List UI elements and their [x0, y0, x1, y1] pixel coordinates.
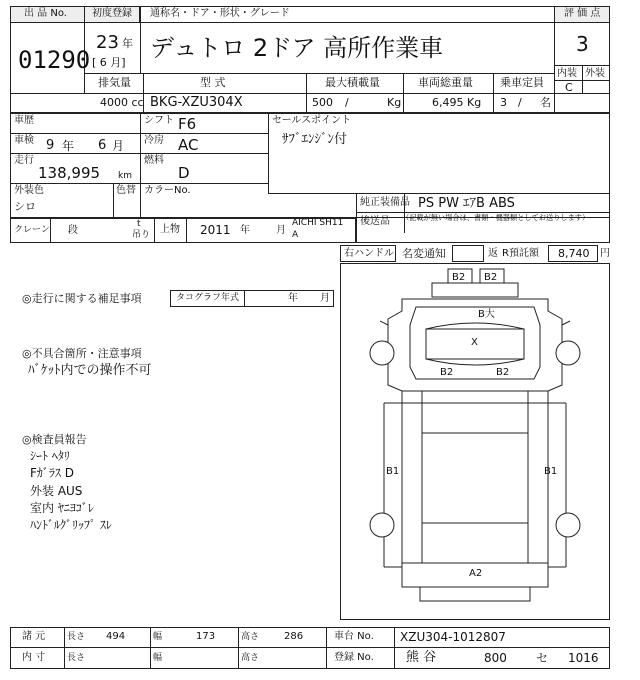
inspection-label: 車検 — [14, 135, 34, 146]
mileage-value: 138,995 — [38, 164, 101, 182]
length-label: 長さ — [67, 632, 86, 642]
height-value: 286 — [284, 631, 304, 642]
defect-title: ◎不具合箇所・注意事項 — [22, 347, 142, 360]
lot-label: 出 品 No. — [24, 8, 67, 19]
mark-b2-right: B2 — [496, 367, 510, 378]
exterior-label: 外装 — [585, 68, 605, 79]
payload-label: 最大積載量 — [325, 76, 380, 89]
mark-b2-left: B2 — [440, 367, 454, 378]
width-label: 幅 — [153, 632, 163, 642]
top-year: 2011 — [200, 223, 231, 237]
front-right-wheel — [556, 341, 580, 365]
mileage-unit: km — [118, 171, 132, 181]
sales-point-label: セールスポイント — [272, 115, 352, 126]
equipment-label: 純正装備品 — [360, 197, 410, 208]
inspection-month-unit: 月 — [112, 139, 125, 153]
mark-b2-bumper-right: B2 — [484, 272, 498, 283]
top-model-suffix: A — [292, 230, 299, 240]
tachograph-label: タコグラフ年式 — [176, 293, 240, 303]
inspector-line: Fｶﾞﾗｽ D — [30, 466, 74, 480]
mileage-label: 走行 — [14, 155, 34, 166]
first-reg-month: [ 6 月] — [92, 56, 126, 69]
registration-class: 800 — [484, 651, 507, 665]
inner-width-label: 幅 — [153, 653, 163, 663]
model-label: 型 式 — [200, 76, 226, 89]
equipment-value: PS PW ｴｱB ABS — [418, 196, 515, 211]
top-month-unit: 月 — [276, 225, 286, 236]
aftermarket-label: 後送品 — [360, 216, 390, 227]
shift-label: シフト — [144, 115, 174, 126]
first-reg-year-unit: 年 — [122, 37, 133, 50]
crane-ton-unit: t — [137, 219, 141, 229]
registration-kana: セ — [536, 651, 549, 665]
gross-weight-value: 6,495 Kg — [432, 96, 482, 109]
capacity-label: 乗車定員 — [500, 76, 544, 89]
model-value: BKG-XZU304X — [150, 95, 243, 110]
top-label: 上物 — [160, 224, 180, 235]
first-reg-label: 初度登録 — [92, 8, 132, 19]
top-maker: AICHI SH11 — [292, 218, 344, 228]
registration-number: 1016 — [568, 651, 599, 665]
capacity-sep: / — [518, 96, 522, 109]
first-reg-year: 23 — [96, 32, 119, 53]
car-name: デュトロ 2ドア 高所作業車 — [150, 34, 444, 62]
inspector-line: ﾊﾝﾄﾞﾙｸﾞﾘｯﾌﾟ ｽﾚ — [30, 518, 112, 532]
mark-b1-left: B1 — [386, 466, 400, 477]
shift-value: F6 — [178, 115, 197, 133]
inspection-year: 9 — [46, 138, 55, 153]
displacement-value: 4000 cc — [100, 96, 144, 109]
payload-sep: / — [345, 96, 349, 109]
mark-b2-bumper-left: B2 — [452, 272, 466, 283]
gross-weight-label: 車両総重量 — [418, 76, 473, 89]
regular-deposit-label: R預託額 — [502, 248, 539, 259]
inspection-month: 6 — [98, 138, 107, 153]
inspector-line: 室内 ﾔﾆﾖｺﾞﾚ — [30, 501, 94, 515]
tachograph-year-unit: 年 — [288, 293, 298, 304]
fuel-value: D — [178, 164, 190, 182]
color-change-label: 色替 — [116, 185, 136, 196]
inspector-line: 外装 AUS — [30, 484, 83, 498]
front-bumper — [432, 283, 518, 297]
inner-length-label: 長さ — [67, 653, 86, 663]
interior-grade: C — [565, 81, 573, 94]
color-code-label: カラーNo. — [144, 185, 191, 196]
driving-notes-title: ◎走行に関する補足事項 — [22, 292, 142, 305]
rear-left-wheel — [370, 513, 394, 537]
inspector-title: ◎検査員報告 — [22, 433, 87, 446]
displacement-label: 排気量 — [98, 76, 131, 89]
score-label: 評 価 点 — [564, 8, 601, 19]
name-change-label: 名変通知 — [402, 247, 446, 260]
sales-point-value: ｻﾌﾞｴﾝｼﾞﾝ付 — [282, 132, 348, 147]
defect-line: ﾊﾞｹｯﾄ内での操作不可 — [28, 363, 152, 378]
tachograph-month-unit: 月 — [320, 293, 330, 304]
mark-b-large: B大 — [478, 309, 495, 320]
fuel-label: 燃料 — [144, 155, 164, 166]
mark-a2-rear: A2 — [469, 568, 483, 579]
color-value: シロ — [14, 200, 36, 213]
payload-unit: Kg — [387, 96, 402, 109]
score-value: 3 — [576, 32, 589, 56]
truck-diagram — [340, 263, 610, 620]
deposit-value: 8,740 — [558, 247, 590, 260]
crane-label: クレーン — [14, 225, 50, 235]
odometer-label: 返 — [488, 248, 498, 259]
payload-value: 500 — [312, 96, 333, 109]
top-year-unit: 年 — [240, 225, 250, 236]
mark-b1-right: B1 — [544, 466, 558, 477]
capacity-value: 3 — [500, 96, 507, 109]
inner-size-label: 内 寸 — [22, 652, 46, 663]
cargo-body — [402, 391, 548, 587]
inspection-year-unit: 年 — [62, 139, 75, 153]
registration-area: 熊 谷 — [406, 650, 437, 665]
inspector-line: ｼｰﾄ ﾍﾀﾘ — [30, 449, 70, 463]
ac-value: AC — [178, 136, 199, 154]
width-value: 173 — [196, 631, 216, 642]
ac-label: 冷房 — [144, 135, 164, 146]
color-label: 外装色 — [14, 185, 44, 196]
spec-label: 諸 元 — [22, 631, 46, 642]
rear-right-wheel — [556, 513, 580, 537]
aftermarket-note: （記載が無い場合は、書類・機器類としてお送りします） — [402, 214, 590, 223]
deposit-yen: 円 — [600, 248, 610, 259]
length-value: 494 — [106, 631, 126, 642]
capacity-unit: 名 — [540, 96, 551, 109]
chassis-label: 車台 No. — [334, 631, 374, 642]
handle-label: 右ハンドル — [344, 248, 394, 259]
rear-bumper — [420, 587, 530, 601]
crane-stage-unit: 段 — [68, 225, 78, 236]
inner-height-label: 高さ — [241, 653, 260, 663]
lot-number: 01290 — [18, 46, 91, 74]
chassis-value: XZU304-1012807 — [400, 630, 506, 644]
front-left-wheel — [370, 341, 394, 365]
registration-label: 登録 No. — [334, 652, 374, 663]
height-label: 高さ — [241, 632, 260, 642]
car-name-label: 通称名・ドア・形状・グレード — [150, 8, 290, 19]
mark-x: X — [471, 337, 478, 348]
footer-frame — [10, 627, 610, 669]
name-change-box — [452, 245, 484, 262]
interior-label: 内装 — [557, 68, 577, 79]
crane-lift-unit: 吊り — [132, 230, 151, 240]
history-label: 車歴 — [14, 115, 34, 126]
